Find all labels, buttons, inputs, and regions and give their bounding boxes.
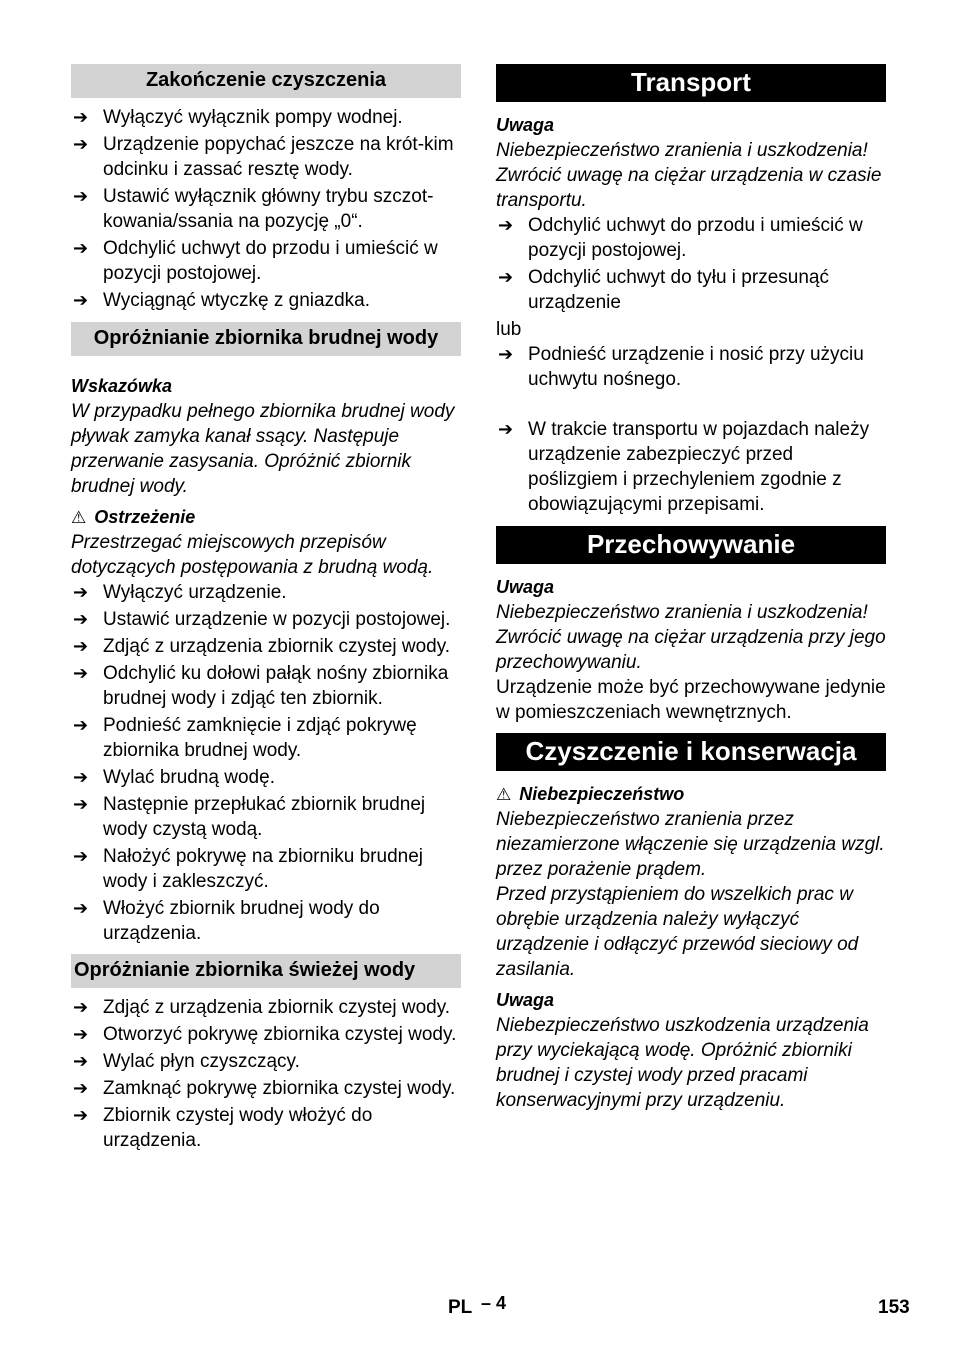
list-item bbox=[71, 1103, 461, 1153]
arrow-right-icon: ➔ bbox=[73, 997, 89, 1017]
footer-lang: PL bbox=[448, 1297, 473, 1318]
list-item-text: Odchylić ku dołowi pałąk nośny zbiornika brudnej wody i zdjąć ten zbiornik. bbox=[103, 663, 449, 709]
arrow-right-icon: ➔ bbox=[73, 107, 89, 127]
list-item bbox=[71, 634, 461, 659]
left-column bbox=[71, 64, 461, 1155]
danger-label: ⚠ Niebezpieczeństwo bbox=[496, 784, 685, 804]
list-item-text: Podnieść urządzenie i nosić przy użyciu uchwytu nośnego. bbox=[528, 344, 864, 390]
list-item bbox=[71, 765, 461, 790]
list-item-text: Wylać brudną wodę. bbox=[103, 767, 275, 788]
list-item bbox=[71, 607, 461, 632]
list-item-text: Podnieść zamknięcie i zdjąć pokrywę zbiornika brudnej wody. bbox=[103, 715, 417, 761]
arrow-right-icon: ➔ bbox=[73, 186, 89, 206]
list-item bbox=[496, 342, 886, 392]
arrow-right-icon: ➔ bbox=[73, 767, 89, 787]
arrow-right-icon: ➔ bbox=[73, 582, 89, 602]
arrow-right-icon: ➔ bbox=[73, 1024, 89, 1044]
list-item-text: Ustawić urządzenie w pozycji postojowej. bbox=[103, 609, 451, 630]
warning-label: ⚠ Ostrzeżenie bbox=[71, 507, 196, 527]
list-item bbox=[496, 417, 886, 517]
storage-text: Urządzenie może być przechowywane jedynie w pomieszczeniach wewnętrznych. bbox=[496, 677, 886, 723]
transport-list-a bbox=[496, 213, 886, 315]
list-item bbox=[71, 844, 461, 894]
arrow-right-icon: ➔ bbox=[73, 290, 89, 310]
arrow-right-icon: ➔ bbox=[73, 898, 89, 918]
list-item-text: Odchylić uchwyt do przodu i umieścić w pozycji postojowej. bbox=[103, 238, 438, 284]
list-item-text: Zbiornik czystej wody włożyć do urządzenia. bbox=[103, 1105, 373, 1151]
list-item bbox=[71, 105, 461, 130]
arrow-right-icon: ➔ bbox=[498, 419, 514, 439]
list-item-text: Odchylić uchwyt do tyłu i przesunąć urządzenie bbox=[528, 267, 829, 313]
transport-note-label: Uwaga bbox=[496, 115, 555, 135]
list-item-text: Odchylić uchwyt do przodu i umieścić w pozycji postojowej. bbox=[528, 215, 863, 261]
page-number: 153 bbox=[878, 1297, 910, 1318]
empty-dirty-tank-list bbox=[71, 580, 461, 946]
arrow-right-icon: ➔ bbox=[498, 267, 514, 287]
section-title-empty-dirty-tank: Opróżnianie zbiornika brudnej wody bbox=[71, 322, 461, 356]
transport-list-c bbox=[496, 417, 886, 517]
list-item bbox=[71, 1076, 461, 1101]
section-title-storage: Przechowywanie bbox=[496, 526, 886, 564]
list-item-text: Nałożyć pokrywę na zbiorniku brudnej wody i zakleszczyć. bbox=[103, 846, 423, 892]
warning-text: Przestrzegać miejscowych przepisów dotyczących postępowania z brudną wodą. bbox=[71, 532, 434, 578]
list-item bbox=[71, 1049, 461, 1074]
list-item-text: Wyłączyć wyłącznik pompy wodnej. bbox=[103, 107, 403, 128]
danger-text-1: Niebezpieczeństwo zranienia przez niezamierzone włączenie się urządzenia wzgl. przez porażenie prądem. bbox=[496, 809, 885, 880]
list-item bbox=[71, 792, 461, 842]
danger-text-2: Przed przystąpieniem do wszelkich prac w obrębie urządzenia należy wyłączyć urządzenie i odłączyć przewód sieciowy od zasilania. bbox=[496, 884, 859, 980]
list-item bbox=[71, 288, 461, 313]
arrow-right-icon: ➔ bbox=[73, 609, 89, 629]
footer-local-page: – 4 bbox=[481, 1293, 507, 1313]
transport-note-text: Niebezpieczeństwo zranienia i uszkodzenia! Zwrócić uwagę na ciężar urządzenia w czasie transportu. bbox=[496, 140, 882, 211]
arrow-right-icon: ➔ bbox=[73, 715, 89, 735]
section-title-finish-cleaning: Zakończenie czyszczenia bbox=[71, 64, 461, 98]
list-item bbox=[71, 896, 461, 946]
transport-or: lub bbox=[496, 319, 522, 340]
arrow-right-icon: ➔ bbox=[73, 1105, 89, 1125]
note-text: W przypadku pełnego zbiornika brudnej wody pływak zamyka kanał ssący. Następuje przerwanie zasysania. Opróżnić zbiornik brudnej wody. bbox=[71, 401, 455, 497]
list-item bbox=[71, 236, 461, 286]
list-item-text: Ustawić wyłącznik główny trybu szczot-kowania/ssania na pozycję „0“. bbox=[103, 186, 434, 232]
list-item-text: W trakcie transportu w pojazdach należy urządzenie zabezpieczyć przed poślizgiem i przechyleniem zgodnie z obowiązującymi przepisami. bbox=[528, 419, 870, 515]
arrow-right-icon: ➔ bbox=[73, 238, 89, 258]
list-item-text: Otworzyć pokrywę zbiornika czystej wody. bbox=[103, 1024, 457, 1045]
arrow-right-icon: ➔ bbox=[73, 636, 89, 656]
transport-list-b bbox=[496, 342, 886, 392]
right-column bbox=[496, 64, 886, 1113]
arrow-right-icon: ➔ bbox=[73, 846, 89, 866]
empty-fresh-tank-list bbox=[71, 995, 461, 1153]
list-item bbox=[71, 580, 461, 605]
warning-triangle-icon: ⚠ bbox=[71, 508, 87, 527]
arrow-right-icon: ➔ bbox=[73, 1078, 89, 1098]
list-item bbox=[71, 184, 461, 234]
section-title-care: Czyszczenie i konserwacja bbox=[496, 733, 886, 771]
list-item-text: Wyciągnąć wtyczkę z gniazdka. bbox=[103, 290, 370, 311]
section-title-transport: Transport bbox=[496, 64, 886, 102]
list-item-text: Urządzenie popychać jeszcze na krót-kim odcinku i zassać resztę wody. bbox=[103, 134, 454, 180]
list-item bbox=[71, 661, 461, 711]
note-label: Wskazówka bbox=[71, 376, 173, 396]
list-item-text: Wylać płyn czyszczący. bbox=[103, 1051, 300, 1072]
section-title-empty-fresh-tank: Opróżnianie zbiornika świeżej wody bbox=[71, 954, 461, 988]
arrow-right-icon: ➔ bbox=[73, 134, 89, 154]
care-note-text: Niebezpieczeństwo uszkodzenia urządzenia przy wyciekającą wodę. Opróżnić zbiorniki brudnej i czystej wody przed pracami konserwacyjnymi przy urządzeniu. bbox=[496, 1015, 869, 1111]
list-item-text: Następnie przepłukać zbiornik brudnej wody czystą wodą. bbox=[103, 794, 426, 840]
list-item-text: Zdjąć z urządzenia zbiornik czystej wody. bbox=[103, 636, 451, 657]
arrow-right-icon: ➔ bbox=[73, 1051, 89, 1071]
list-item bbox=[71, 995, 461, 1020]
warning-triangle-icon: ⚠ bbox=[496, 785, 512, 804]
list-item-text: Wyłączyć urządzenie. bbox=[103, 582, 287, 603]
arrow-right-icon: ➔ bbox=[73, 794, 89, 814]
list-item-text: Zdjąć z urządzenia zbiornik czystej wody. bbox=[103, 997, 451, 1018]
arrow-right-icon: ➔ bbox=[498, 215, 514, 235]
list-item bbox=[71, 132, 461, 182]
storage-note-label: Uwaga bbox=[496, 577, 555, 597]
finish-cleaning-list bbox=[71, 105, 461, 313]
list-item-text: Włożyć zbiornik brudnej wody do urządzenia. bbox=[103, 898, 380, 944]
list-item bbox=[71, 1022, 461, 1047]
arrow-right-icon: ➔ bbox=[498, 344, 514, 364]
arrow-right-icon: ➔ bbox=[73, 663, 89, 683]
list-item bbox=[496, 213, 886, 263]
list-item-text: Zamknąć pokrywę zbiornika czystej wody. bbox=[103, 1078, 456, 1099]
list-item bbox=[71, 713, 461, 763]
care-note-label: Uwaga bbox=[496, 990, 555, 1010]
storage-note-text: Niebezpieczeństwo zranienia i uszkodzenia! Zwrócić uwagę na ciężar urządzenia przy jego przechowywaniu. bbox=[496, 602, 886, 673]
list-item bbox=[496, 265, 886, 315]
